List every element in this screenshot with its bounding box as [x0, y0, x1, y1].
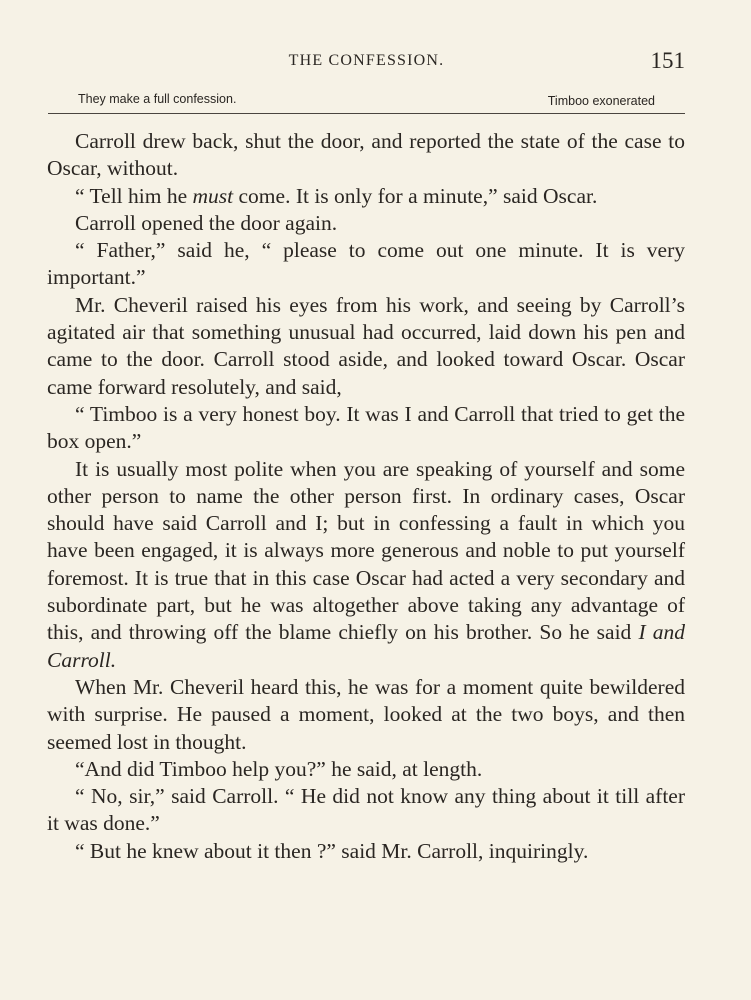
paragraph-text: “ Father,” said he, “ please to come out one minute. It is very important.”: [47, 238, 685, 290]
paragraph: [47, 210, 685, 237]
side-note-left: They make a full confession.: [78, 92, 237, 106]
paragraph: [47, 237, 685, 292]
paragraph: [47, 674, 685, 756]
paragraph: [47, 292, 685, 401]
paragraph-text: It is usually most polite when you are speaking of yourself and some other person to name the other person first. In ordinary cases, Oscar should have said Carroll and I; but in confessing a fault in which you have been engaged, it is always more generous and noble to put yourself foremost. It is true that in this case Oscar had acted a very secondary and subordinate part, but he was altogether above taking any advantage of this, and throwing off the blame chiefly on his brother. So he said: [47, 456, 685, 645]
side-notes: [78, 92, 655, 112]
paragraph: [47, 783, 685, 838]
paragraph-text: “ No, sir,” said Carroll. “ He did not know any thing about it till after it was done.”: [47, 784, 685, 836]
paragraph-text: When Mr. Cheveril heard this, he was for a moment quite bewildered with surprise. He paused a moment, looked at the two boys, and then seemed lost in thought.: [47, 674, 685, 754]
paragraph-text: “ But he knew about it then ?” said Mr. Carroll, inquiringly.: [75, 838, 589, 863]
body-text: [47, 128, 685, 865]
paragraph-text: come. It is only for a minute,” said Oscar.: [233, 183, 598, 208]
paragraph: [47, 456, 685, 674]
side-note-right: Timboo exonerated: [547, 94, 655, 108]
paragraph: [47, 183, 685, 210]
page-number: 151: [650, 48, 685, 73]
chapter-title: THE CONFESSION.: [288, 52, 445, 69]
paragraph: [47, 756, 685, 783]
header-rule: [48, 113, 685, 114]
paragraph-text: Carroll drew back, shut the door, and reported the state of the case to Oscar, without.: [47, 129, 685, 181]
emphasis: I and Carroll.: [47, 620, 685, 672]
paragraph: [47, 128, 685, 183]
paragraph-text: Mr. Cheveril raised his eyes from his work, and seeing by Carroll’s agitated air that something unusual had occurred, laid down his pen and came to the door. Carroll stood aside, and looked toward Oscar. Oscar came forward resolutely, and said,: [47, 292, 685, 399]
paragraph-text: “ Timboo is a very honest boy. It was I and Carroll that tried to get the box open.”: [47, 401, 685, 454]
paragraph-text: Carroll opened the door again.: [75, 210, 338, 235]
paragraph: [47, 838, 685, 865]
paragraph: [47, 401, 685, 456]
running-head: [48, 48, 685, 74]
paragraph-text: “ Tell him he: [75, 183, 193, 208]
emphasis: must: [192, 183, 234, 208]
paragraph-text: “And did Timboo help you?” he said, at length.: [75, 756, 483, 781]
